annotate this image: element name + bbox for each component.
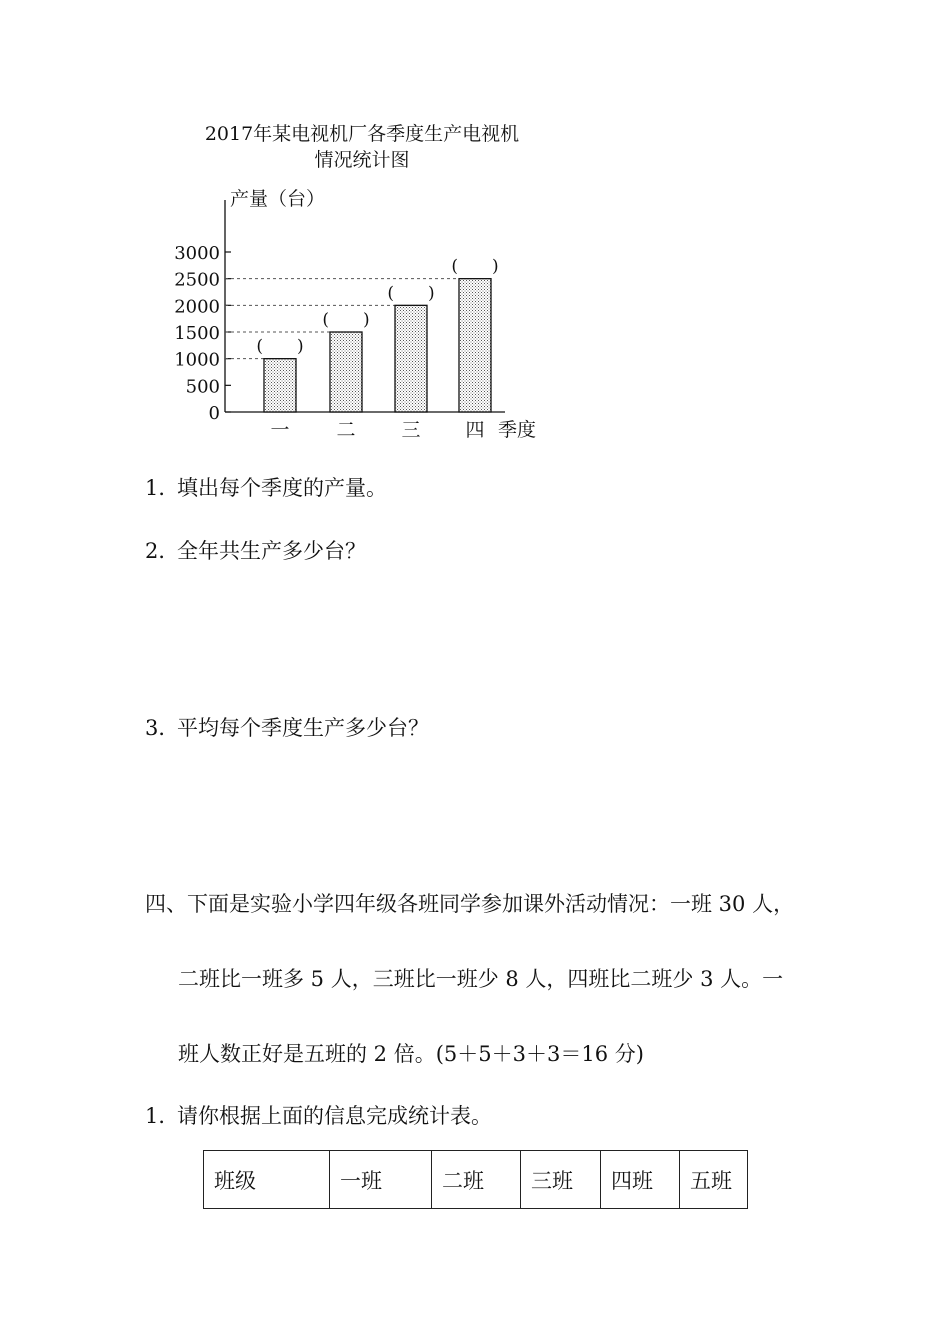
bar bbox=[395, 305, 427, 412]
table-cell-class-1: 一班 bbox=[330, 1151, 432, 1209]
table-cell-class-header: 班级 bbox=[204, 1151, 330, 1209]
statistics-table bbox=[203, 1150, 748, 1209]
section-4-line-2: 二班比一班多 5 人，三班比一班少 8 人，四班比二班少 3 人。一 bbox=[178, 967, 784, 991]
section-4-line-3: 班人数正好是五班的 2 倍。(5＋5＋3＋3＝16 分) bbox=[178, 1042, 644, 1066]
bar-value-blank: ( ) bbox=[451, 256, 499, 277]
bar bbox=[459, 279, 491, 412]
y-tick-label: 3000 bbox=[174, 243, 220, 264]
y-tick-label: 1500 bbox=[174, 323, 220, 344]
question-1-text: 填出每个季度的产量。 bbox=[177, 476, 387, 500]
section-4-question-1-number: 1． bbox=[145, 1104, 180, 1128]
x-tick-label: 一 bbox=[270, 419, 290, 441]
bars bbox=[256, 257, 498, 412]
question-2 bbox=[145, 535, 366, 565]
section-4-line-1: 四、下面是实验小学四年级各班同学参加课外活动情况：一班 30 人， bbox=[145, 892, 795, 916]
question-3-number: 3． bbox=[145, 716, 180, 740]
section-4-question-1 bbox=[145, 1100, 492, 1130]
y-tick-label: 2000 bbox=[174, 296, 220, 318]
section-4-question-1-text: 请你根据上面的信息完成统计表。 bbox=[177, 1104, 492, 1128]
x-tick-label: 二 bbox=[336, 419, 356, 441]
table-row bbox=[204, 1151, 748, 1209]
question-2-text: 全年共生产多少台？ bbox=[177, 539, 366, 563]
question-3 bbox=[145, 712, 429, 742]
y-ticks bbox=[174, 243, 231, 424]
y-axis-label: 产量（台） bbox=[230, 188, 326, 210]
question-3-text: 平均每个季度生产多少台？ bbox=[177, 716, 429, 740]
y-tick-label: 0 bbox=[208, 403, 220, 424]
bar-chart bbox=[160, 112, 560, 447]
table-cell-class-2: 二班 bbox=[432, 1151, 521, 1209]
bar-value-blank: ( ) bbox=[322, 310, 370, 330]
bar bbox=[330, 332, 362, 412]
table-cell-class-4: 四班 bbox=[601, 1151, 680, 1209]
x-tick-label: 四 bbox=[465, 419, 485, 441]
bar bbox=[264, 359, 296, 412]
question-2-number: 2． bbox=[145, 539, 180, 563]
question-1-number: 1． bbox=[145, 476, 180, 500]
table-cell-class-3: 三班 bbox=[521, 1151, 601, 1209]
y-tick-label: 2500 bbox=[174, 269, 220, 291]
question-1 bbox=[145, 472, 387, 502]
chart-title-line2: 情况统计图 bbox=[314, 149, 410, 171]
x-axis-label: 季度 bbox=[498, 419, 537, 441]
chart-title-line1: 2017年某电视机厂各季度生产电视机 bbox=[204, 123, 520, 145]
bar-value-blank: ( ) bbox=[256, 336, 304, 357]
y-tick-label: 1000 bbox=[174, 349, 220, 371]
y-tick-label: 500 bbox=[185, 376, 220, 398]
bar-value-blank: ( ) bbox=[387, 283, 435, 304]
x-tick-label: 三 bbox=[401, 419, 421, 441]
x-tick-labels bbox=[270, 419, 484, 441]
table-cell-class-5: 五班 bbox=[680, 1151, 748, 1209]
